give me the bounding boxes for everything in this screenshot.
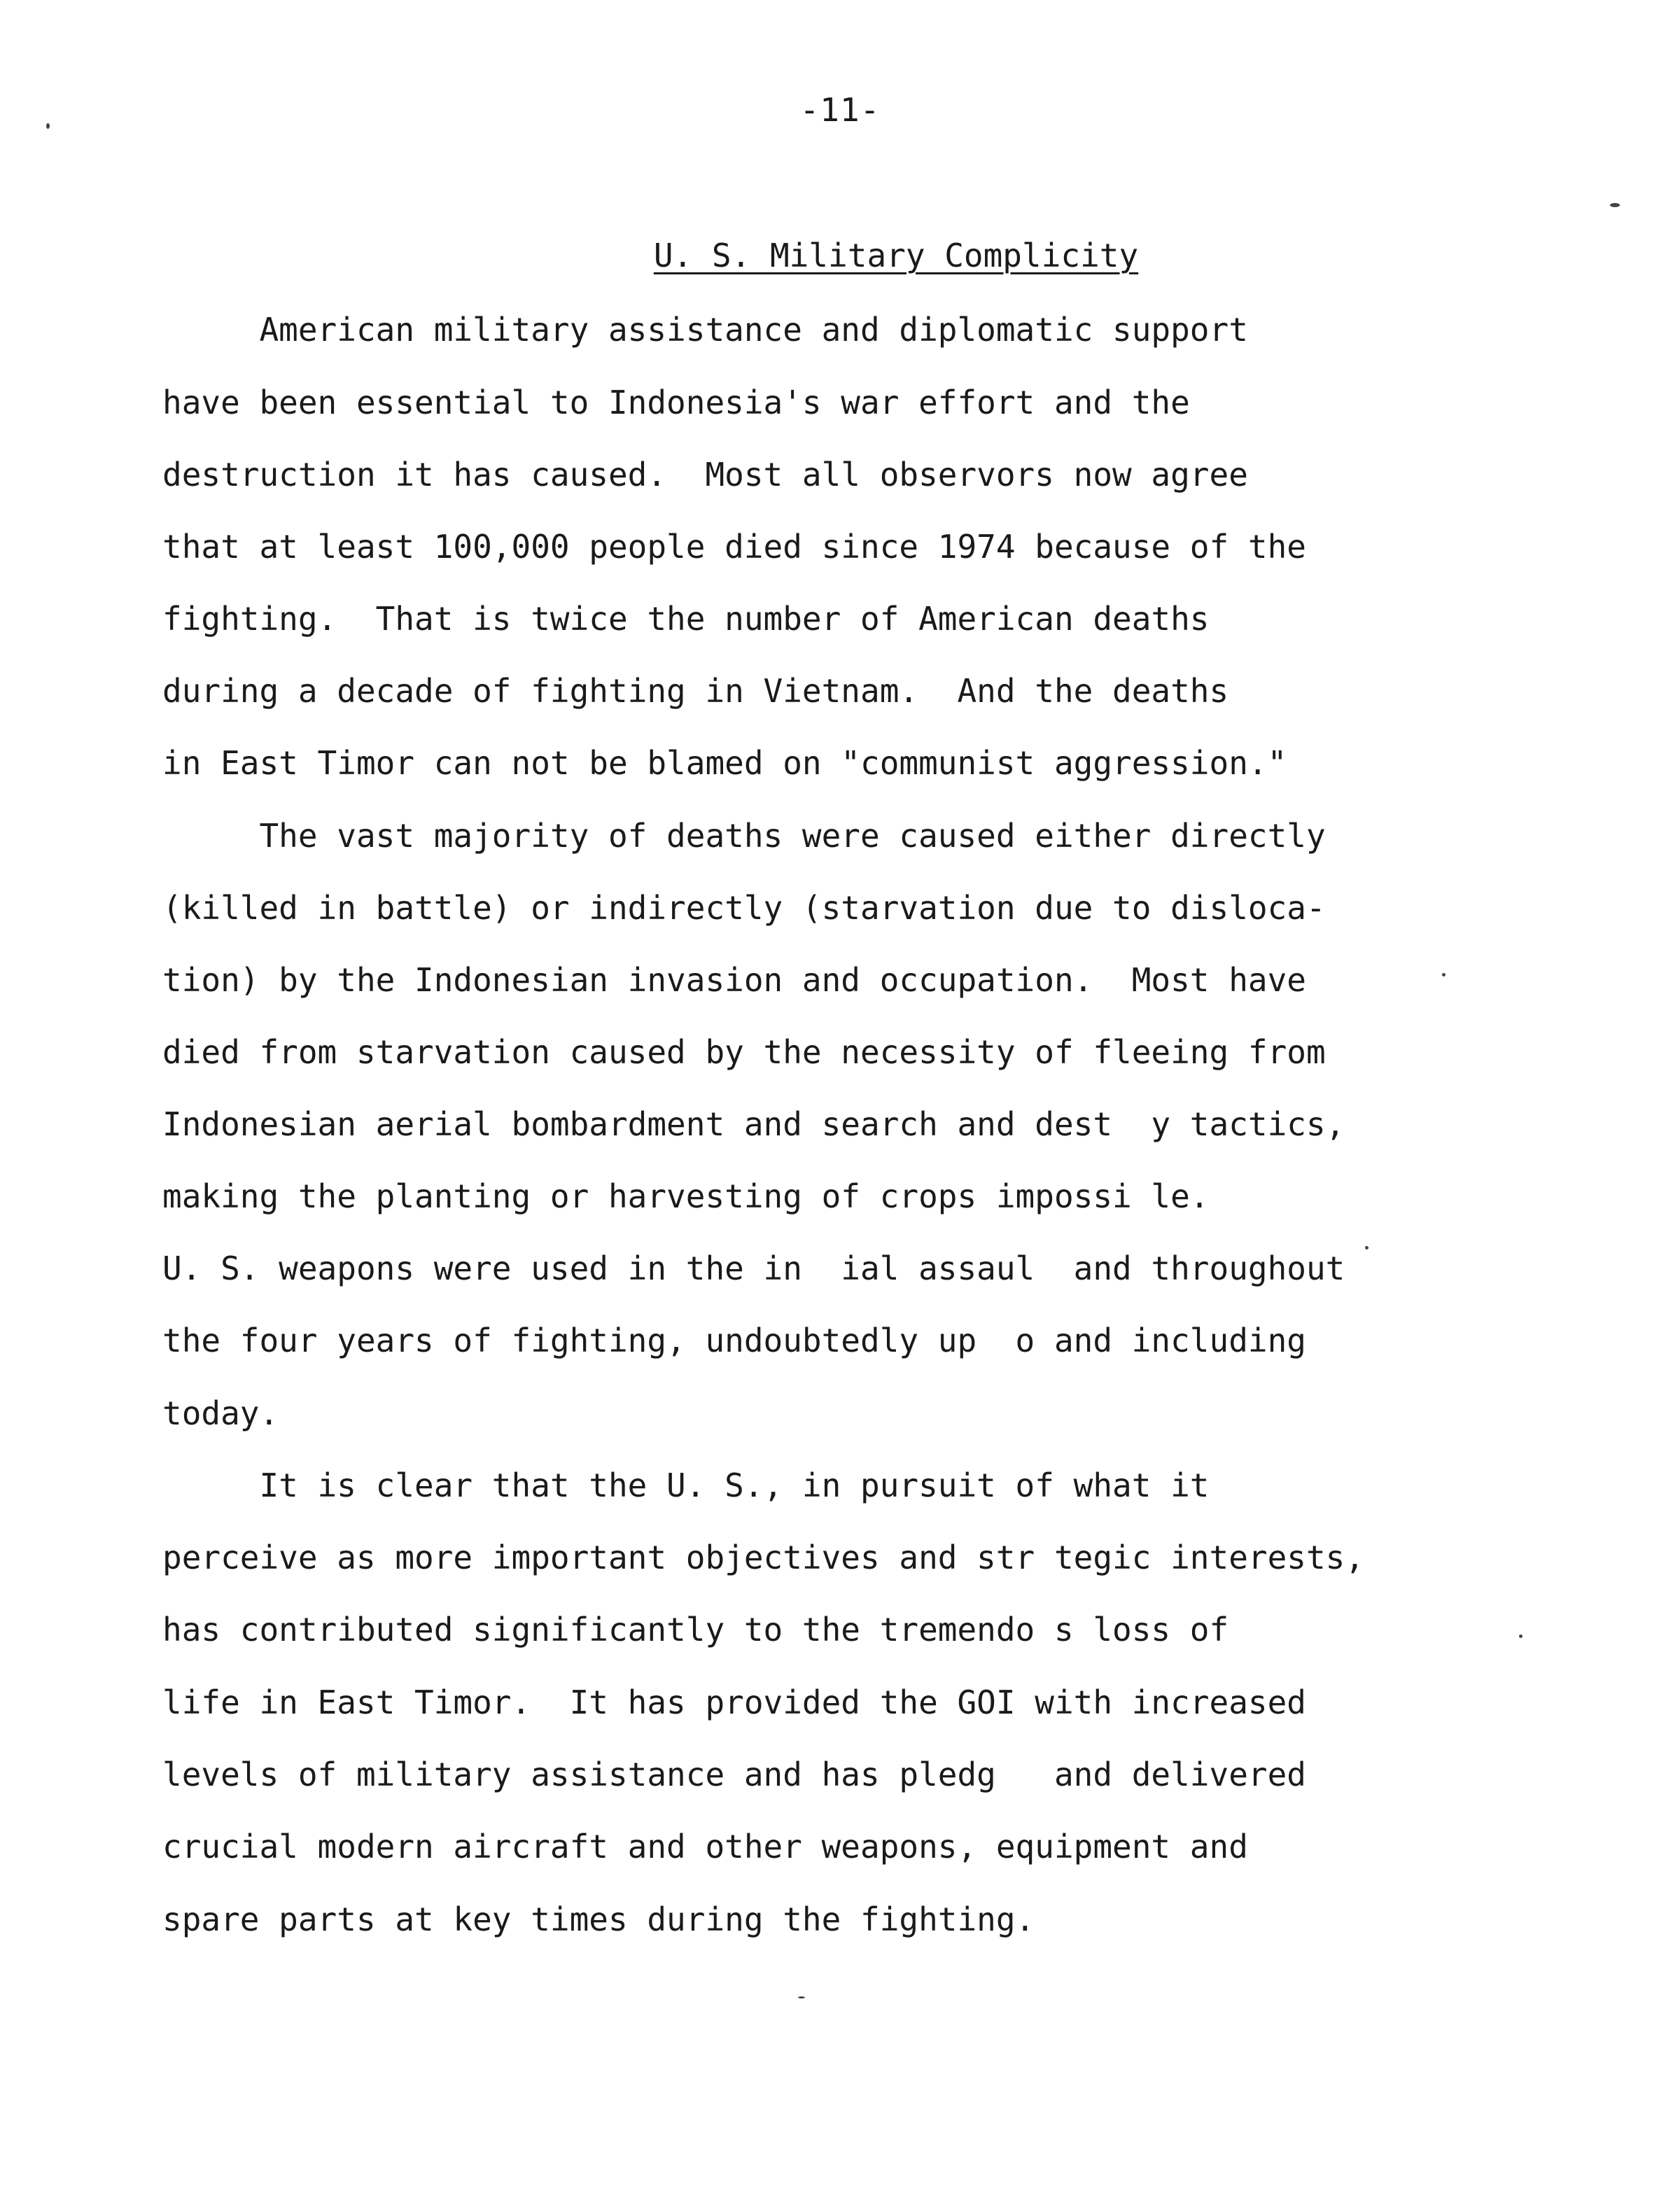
text-line: spare parts at key times during the fighting. [162, 1900, 1035, 1938]
text-line: that at least 100,000 people died since 1974 because of the [162, 528, 1306, 566]
scan-speck [1365, 1246, 1368, 1250]
text-line: tion) by the Indonesian invasion and occupation. Most have [162, 961, 1306, 999]
text-line: crucial modern aircraft and other weapons, equipment and [162, 1828, 1248, 1865]
scan-speck [1442, 973, 1446, 976]
text-line: life in East Timor. It has provided the GOI with increased [162, 1684, 1306, 1721]
text-line: fighting. That is twice the number of American deaths [162, 600, 1210, 638]
text-line: the four years of fighting, undoubtedly up o and including [162, 1322, 1306, 1359]
text-line: died from starvation caused by the necessity of fleeing from [162, 1033, 1326, 1071]
scan-speck [1610, 203, 1620, 207]
text-line: (killed in battle) or indirectly (starvation due to disloca- [162, 889, 1326, 927]
text-line: The vast majority of deaths were caused either directly [162, 817, 1326, 855]
text-line: in East Timor can not be blamed on "communist aggression." [162, 744, 1287, 782]
scan-speck [46, 123, 50, 129]
section-heading [0, 237, 1680, 274]
text-line: destruction it has caused. Most all observors now agree [162, 456, 1248, 493]
text-line: levels of military assistance and has pledg and delivered [162, 1756, 1306, 1793]
text-line: It is clear that the U. S., in pursuit of what it [162, 1466, 1210, 1504]
text-line: has contributed significantly to the tremendo s loss of [162, 1611, 1229, 1648]
scan-speck [798, 1996, 805, 1998]
text-line: during a decade of fighting in Vietnam. And the deaths [162, 672, 1229, 710]
scan-speck [1519, 1634, 1522, 1638]
text-line: have been essential to Indonesia's war effort and the [162, 384, 1190, 421]
text-line: perceive as more important objectives and str tegic interests, [162, 1539, 1365, 1576]
section-heading-text: U. S. Military Complicity [653, 237, 1139, 274]
text-line: today. [162, 1394, 279, 1432]
text-line: American military assistance and diplomatic support [162, 311, 1248, 349]
text-line: making the planting or harvesting of crops impossi le. [162, 1177, 1210, 1215]
page-number: -11- [799, 91, 881, 129]
text-line: Indonesian aerial bombardment and search and dest y tactics, [162, 1105, 1345, 1143]
text-line: U. S. weapons were used in the in ial assaul and throughout [162, 1250, 1345, 1287]
